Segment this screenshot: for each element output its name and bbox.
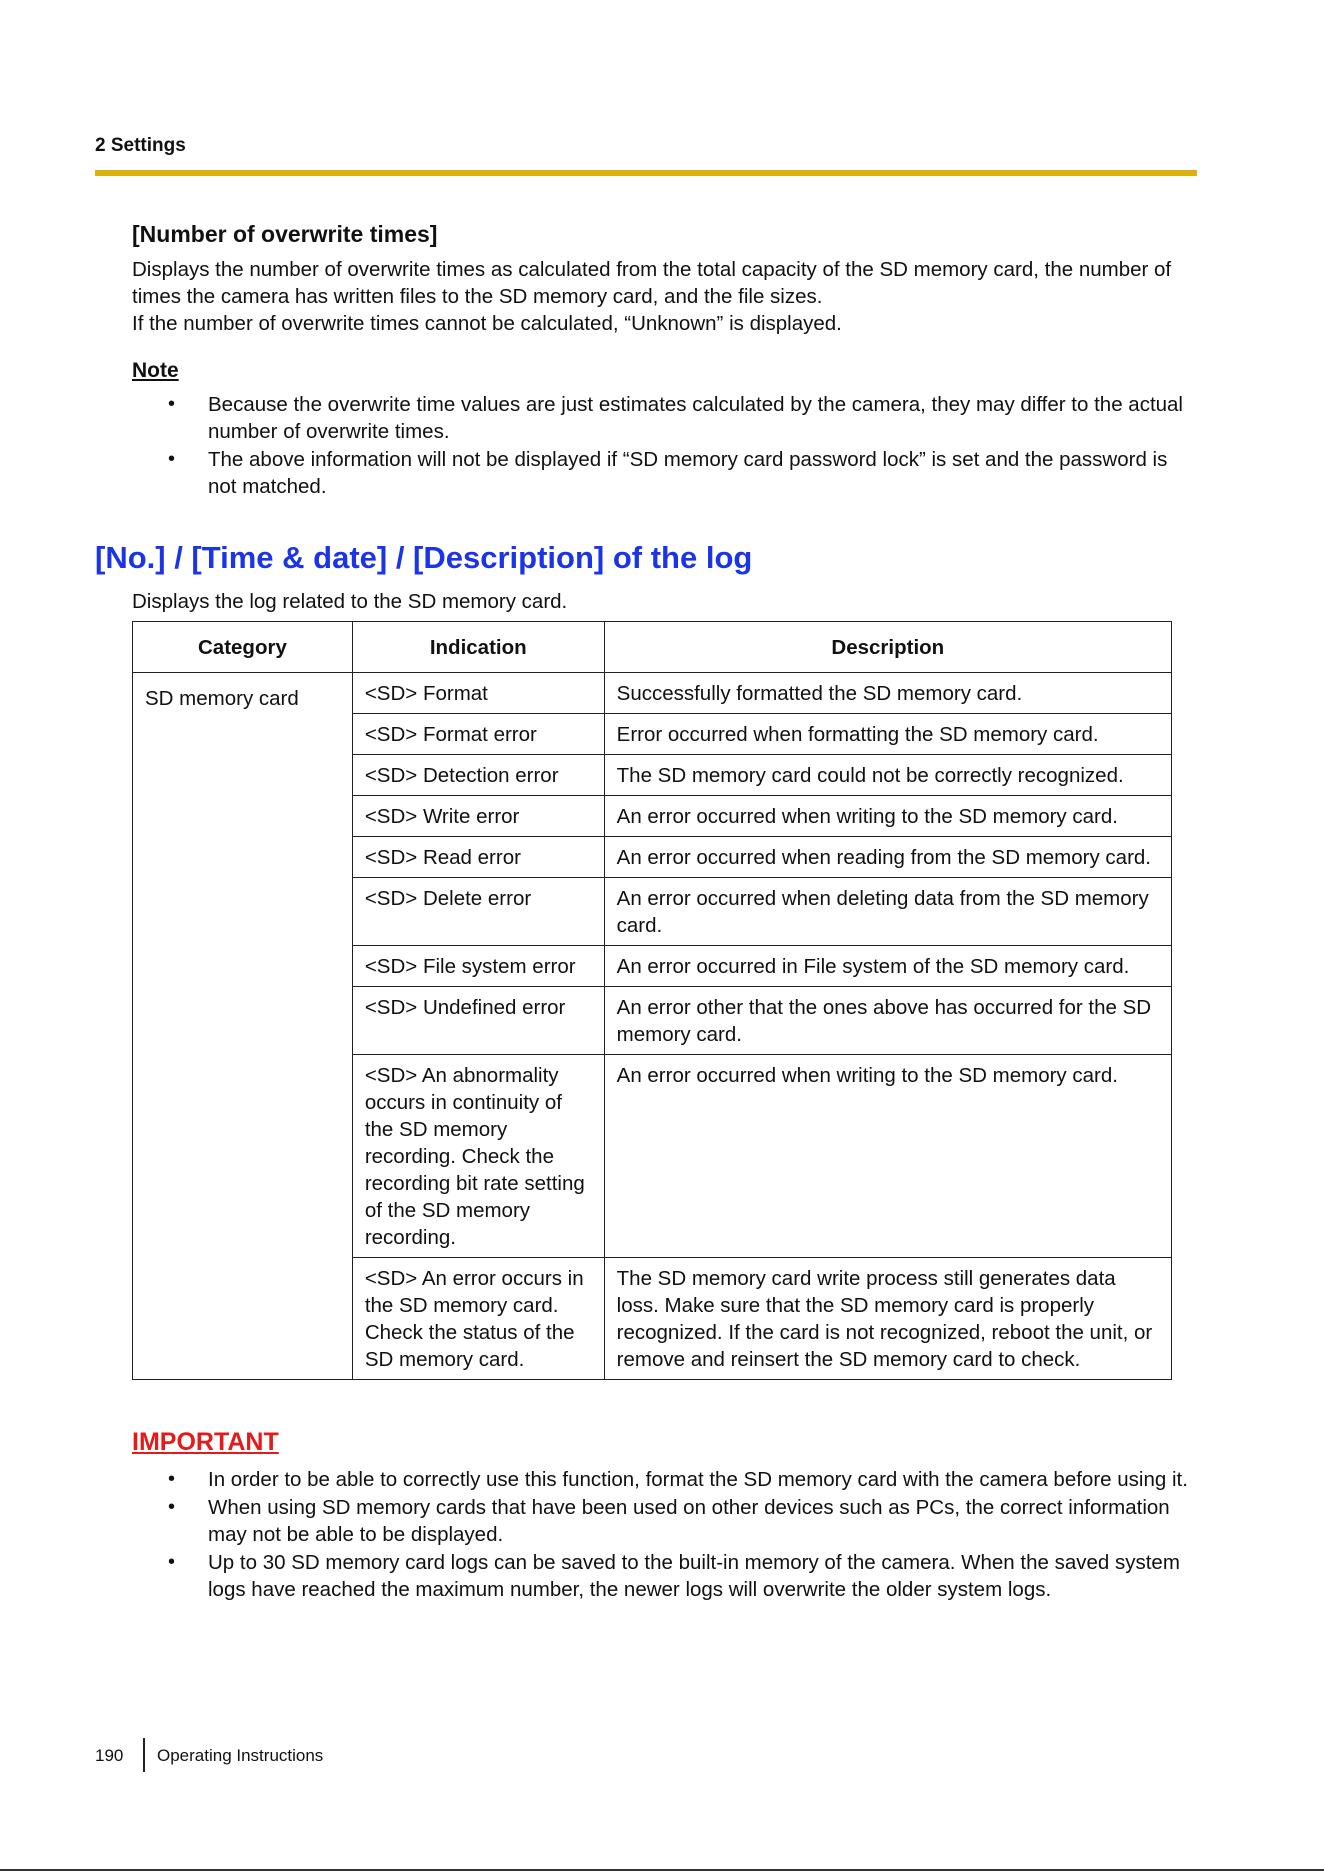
important-text: In order to be able to correctly use this function, format the SD memory card with the camera before using it. (208, 1468, 1188, 1491)
indication-cell: <SD> Detection error (352, 755, 604, 796)
overwrite-heading: [Number of overwrite times] (132, 221, 438, 247)
overwrite-description: Displays the number of overwrite times as calculated from the total capacity of the SD memory card, the number of times the camera has written files to the SD memory card, and the file sizes. (132, 258, 1172, 308)
indication-cell: <SD> Write error (352, 796, 604, 837)
bullet-icon: • (168, 1496, 176, 1518)
column-header-category: Category (133, 622, 353, 673)
note-label: Note (132, 359, 179, 382)
description-cell: The SD memory card write process still generates data loss. Make sure that the SD memory card is properly recognized. If the card is not recognized, reboot the unit, or remove and reinsert the SD memory card to check. (604, 1258, 1171, 1380)
important-text: When using SD memory cards that have been used on other devices such as PCs, the correct information may not be able to be displayed. (208, 1496, 1170, 1546)
indication-cell: <SD> Delete error (352, 878, 604, 946)
note-text: The above information will not be displayed if “SD memory card password lock” is set and the password is not matched. (208, 448, 1168, 498)
description-cell: An error occurred when writing to the SD memory card. (604, 796, 1171, 837)
indication-cell: <SD> File system error (352, 946, 604, 987)
description-cell: An error occurred when reading from the SD memory card. (604, 837, 1171, 878)
indication-cell: <SD> Format error (352, 714, 604, 755)
note-item (132, 446, 1200, 500)
page-bottom-rule (0, 1869, 1324, 1871)
description-cell: An error occurred in File system of the SD memory card. (604, 946, 1171, 987)
page-number: 190 (95, 1746, 124, 1765)
table-header-row (133, 622, 1172, 673)
note-item (132, 391, 1200, 445)
table-row (133, 673, 1172, 714)
indication-cell: <SD> Read error (352, 837, 604, 878)
description-cell: An error occurred when deleting data from the SD memory card. (604, 878, 1171, 946)
column-header-indication: Indication (352, 622, 604, 673)
description-cell: An error other that the ones above has occurred for the SD memory card. (604, 987, 1171, 1055)
description-cell: Error occurred when formatting the SD memory card. (604, 714, 1171, 755)
indication-cell: <SD> Format (352, 673, 604, 714)
bullet-icon: • (168, 1551, 176, 1573)
bullet-icon: • (168, 448, 176, 470)
footer-divider (143, 1738, 145, 1772)
log-section-title: [No.] / [Time & date] / [Description] of the log (95, 540, 753, 575)
header-rule (95, 170, 1197, 176)
column-header-description: Description (604, 622, 1171, 673)
important-item (132, 1549, 1200, 1603)
description-cell: The SD memory card could not be correctly recognized. (604, 755, 1171, 796)
bullet-icon: • (168, 393, 176, 415)
log-section-lead: Displays the log related to the SD memory card. (132, 590, 568, 613)
description-cell: Successfully formatted the SD memory card. (604, 673, 1171, 714)
note-list (132, 391, 1200, 500)
important-item (132, 1494, 1200, 1548)
important-label: IMPORTANT (132, 1428, 279, 1456)
important-list (132, 1466, 1200, 1603)
indication-cell: <SD> An abnormality occurs in continuity of the SD memory recording. Check the recording bit rate setting of the SD memory recording. (352, 1055, 604, 1258)
important-item (132, 1466, 1200, 1493)
description-cell: An error occurred when writing to the SD memory card. (604, 1055, 1171, 1258)
bullet-icon: • (168, 1468, 176, 1490)
overwrite-unknown-text: If the number of overwrite times cannot be calculated, “Unknown” is displayed. (132, 312, 842, 335)
log-table (132, 621, 1172, 1380)
indication-cell: <SD> Undefined error (352, 987, 604, 1055)
important-section (132, 1466, 1200, 1604)
footer-doc-title: Operating Instructions (157, 1746, 324, 1765)
note-text: Because the overwrite time values are just estimates calculated by the camera, they may differ to the actual number of overwrite times. (208, 393, 1183, 443)
indication-cell: <SD> An error occurs in the SD memory card. Check the status of the SD memory card. (352, 1258, 604, 1380)
running-head: 2 Settings (95, 135, 186, 156)
overwrite-section (132, 218, 1200, 501)
category-cell: SD memory card (133, 673, 353, 1380)
important-text: Up to 30 SD memory card logs can be saved to the built-in memory of the camera. When the saved system logs have reached the maximum number, the newer logs will overwrite the older system logs. (208, 1551, 1180, 1601)
